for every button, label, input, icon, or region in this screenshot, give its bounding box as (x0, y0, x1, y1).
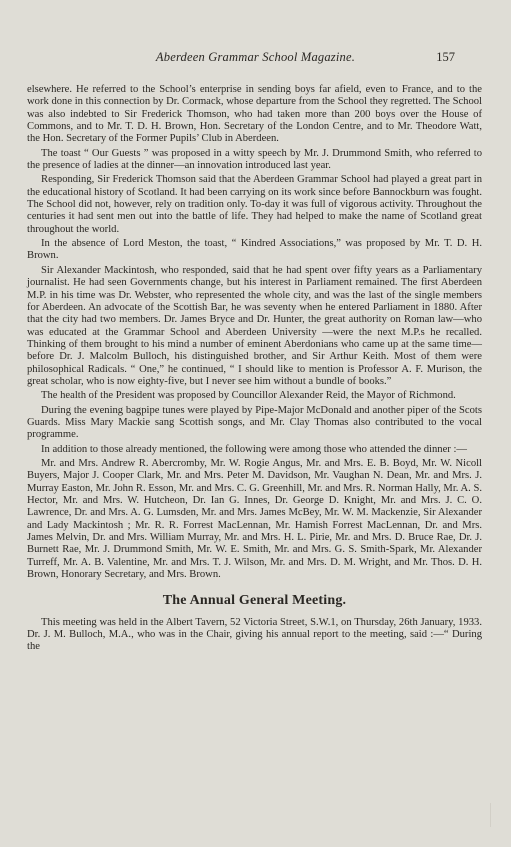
page-number: 157 (436, 50, 455, 64)
paragraph-music: During the evening bagpipe tunes were played by Pipe-Major McDonald and another piper of the Scots Guards. Miss Mary Mackie sang Scottish songs, and Mr. Clay Thomas also contributed to the vocal programme. (27, 404, 482, 441)
paragraph-agm: This meeting was held in the Albert Tavern, 52 Victoria Street, S.W.1, on Thursday, 26th January, 1933. Dr. J. M. Bulloch, M.A., who was in the Chair, giving his annual report to the meeting, said :—“ During the (27, 616, 482, 653)
paragraph-president-health: The health of the President was proposed by Councillor Alexander Reid, the Mayor of Richmond. (41, 390, 456, 402)
page-header (0, 50, 511, 68)
article-body (27, 84, 482, 656)
paragraph-thomson-response: Responding, Sir Frederick Thomson said that the Aberdeen Grammar School had played a great part in the educational history of Scotland. It had been carrying on its work since before Bannockburn was fought. The School did not, however, rely on tradition only. To-day it was full of vigorous activity. Throughout the centuries it had sent men out into the battle of life. They had helped to make the name of Scotland great throughout the world. (27, 174, 482, 235)
section-heading: The Annual General Meeting. (162, 593, 347, 609)
paragraph-continuation: elsewhere. He referred to the School’s enterprise in sending boys far afield, even to France, and to the work done in this connection by Dr. Cormack, whose departure from the School they regretted. The School was also indebted to Sir Frederick Thomson, who had taken more than 200 boys over the House of Commons, and to Mr. T. D. H. Brown, Hon. Secretary of the London Centre, and to Mr. Theodore Watt, the Hon. Secretary of the Former Pupils’ Club in Aberdeen. (27, 84, 482, 145)
paragraph-attendees-intro: In addition to those already mentioned, the following were among those who attended the dinner :— (41, 443, 467, 455)
paragraph-kindred-associations: In the absence of Lord Meston, the toast, “ Kindred Associations,” was proposed by Mr. T. D. H. Brown. (27, 238, 482, 262)
running-title: Aberdeen Grammar School Magazine. (155, 50, 356, 64)
page-edge-mark (490, 803, 505, 827)
paragraph-attendees-list: Mr. and Mrs. Andrew R. Abercromby, Mr. W. Rogie Angus, Mr. and Mrs. E. B. Boyd, Mr. W. Nicoll Buyers, Major J. Cooper Clark, Mr. and Mrs. Peter M. Davidson, Mr. Vaughan N. Dean, Mr. and Mrs. J. Murray Easton, Mr. John R. Esson, Mr. and Mrs. C. G. Greenhill, Mr. and Mrs. R. Norman Hally, Mr. A. S. Hector, Mr. and Mrs. W. Hutcheon, Dr. Ian G. Innes, Dr. George D. Knight, Mr. and Mrs. J. C. O. Lawrence, Dr. and Mrs. A. G. Lumsden, Mr. and Mrs. James McBey, Mr. W. M. Mackenzie, Sir Alexander and Lady Mackintosh ; Mr. R. R. Forrest MacLennan, Mr. Hamish Forrest MacLennan, Dr. and Mrs. James Melvin, Dr. and Mrs. William Murray, Mr. and Mrs. H. L. Pirie, Mr. and Mrs. D. Bruce Rae, Dr. J. Burnett Rae, Mr. J. Drummond Smith, Mr. W. E. Smith, Mr. and Mrs. G. S. Smith-Spark, Mr. Alexander Turreff, Mr. A. B. Valentine, Mr. and Mrs. T. J. Wilson, Mr. and Mrs. D. M. Wright, and Mr. Thos. D. H. Brown, Honorary Secretary, and Mrs. Brown. (27, 457, 482, 581)
paragraph-our-guests-toast: The toast “ Our Guests ” was proposed in a witty speech by Mr. J. Drummond Smith, who referred to the presence of ladies at the dinner—an innovation introduced last year. (27, 147, 482, 172)
paragraph-mackintosh-response: Sir Alexander Mackintosh, who responded, said that he had spent over fifty years as a Parliamentary journalist. He had seen Governments change, but his interest in Parliament remained. The first Aberdeen M.P. in his time was Dr. Webster, who represented the whole city, and was the last of the single members for Aberdeen. An advocate of the Scottish Bar, he was seventy when he entered Parliament in 1880. After that the city had two members. Dr. James Bryce and Dr. Hunter, the great authority on Roman law—who was educated at the Grammar School and Aberdeen University —were the next M.P.s he recalled. Thinking of them brought to his mind a number of eminent Aberdonians who came up at the same time—before Dr. J. Malcolm Bulloch, his distinguished brother, and Sir Arthur Keith. Most of them were philosophical Radicals. “ One,” he continued, “ I should like to mention is Professor A. F. Murison, the great scholar, who is now eighty-five, but I never see him without a bundle of books.” (27, 264, 482, 387)
